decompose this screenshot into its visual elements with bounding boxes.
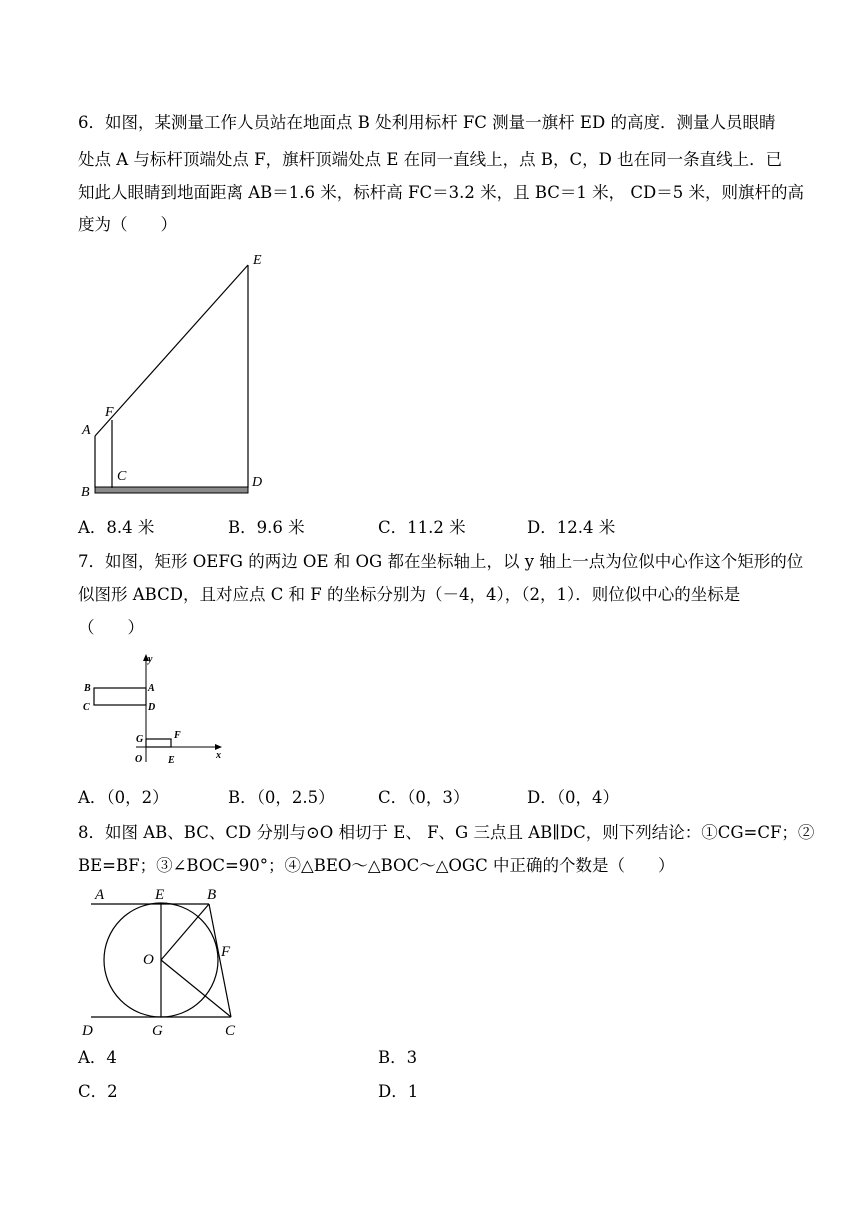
q7-label-y: y [148, 654, 153, 665]
q6-label-b: B [81, 485, 90, 500]
q6-option-b[interactable]: B．9.6 米 [228, 518, 305, 537]
q8-label-c: C [225, 1023, 236, 1039]
q6-label-d: D [252, 475, 263, 490]
q7-label-a: A [148, 683, 155, 694]
q7-label-x: x [216, 750, 221, 761]
q8-label-b: B [207, 887, 217, 903]
q7-option-a[interactable]: A．（0，2） [78, 788, 169, 807]
q7-figure [78, 648, 228, 770]
q6-text-line-1: 6．如图，某测量工作人员站在地面点 B 处利用标杆 FC 测量一旗杆 ED 的高度．测量人员眼睛 [78, 113, 776, 132]
q8-label-f: F [221, 944, 231, 960]
q8-option-d[interactable]: D．1 [378, 1082, 419, 1101]
q6-option-c[interactable]: C．11.2 米 [378, 518, 466, 537]
q7-label-f: F [174, 730, 181, 741]
q8-option-a[interactable]: A．4 [78, 1048, 117, 1067]
q7-label-c: C [83, 702, 90, 713]
q7-label-o: O [135, 754, 143, 765]
q7-option-b[interactable]: B．（0，2.5） [228, 788, 335, 807]
q8-label-e: E [155, 887, 165, 903]
q7-label-g: G [136, 734, 144, 745]
q8-text-line-1: 8．如图 AB、BC、CD 分别与⊙O 相切于 E、 F、G 三点且 AB∥DC，则下列结论：①CG=CF；② [78, 823, 815, 842]
q6-text-line-4: 度为（ ） [78, 215, 177, 234]
q6-label-c: C [117, 469, 127, 484]
q8-label-a: A [95, 887, 105, 903]
q7-text-line-1: 7．如图，矩形 OEFG 的两边 OE 和 OG 都在坐标轴上，以 y 轴上一点为位似中心作这个矩形的位 [78, 552, 804, 571]
q8-label-o: O [143, 952, 154, 968]
q6-text-line-2: 处点 A 与标杆顶端处点 F，旗杆顶端处点 E 在同一直线上，点 B，C，D 也在同一条直线上．已 [78, 150, 783, 169]
q7-text-line-3: （ ） [78, 618, 144, 637]
q8-text-line-2: BE=BF；③∠BOC=90°；④△BEO～△BOC～△OGC 中正确的个数是（ ） [78, 856, 675, 875]
q6-option-a[interactable]: A．8.4 米 [78, 518, 155, 537]
q7-option-c[interactable]: C．（0，3） [378, 788, 470, 807]
q8-option-b[interactable]: B．3 [378, 1048, 418, 1067]
q8-option-c[interactable]: C．2 [78, 1082, 118, 1101]
q6-label-a: A [82, 423, 91, 438]
q7-label-b: B [84, 683, 91, 694]
q8-label-d: D [82, 1023, 93, 1039]
q6-label-f: F [105, 405, 114, 420]
q6-text-line-3: 知此人眼睛到地面距离 AB＝1.6 米，标杆高 FC＝3.2 米，且 BC＝1 米， CD＝5 米，则旗杆的高 [78, 183, 804, 202]
q6-option-d[interactable]: D．12.4 米 [527, 518, 616, 537]
q6-label-e: E [253, 253, 262, 268]
q7-option-d[interactable]: D．（0，4） [527, 788, 619, 807]
q7-label-d: D [148, 702, 156, 713]
q7-text-line-2: 似图形 ABCD，且对应点 C 和 F 的坐标分别为（－4，4），（2，1）．则位似中心的坐标是 [78, 585, 741, 604]
q8-label-g: G [152, 1023, 163, 1039]
q7-label-e: E [168, 755, 175, 766]
q8-figure [75, 880, 250, 1040]
q6-figure [75, 250, 285, 500]
